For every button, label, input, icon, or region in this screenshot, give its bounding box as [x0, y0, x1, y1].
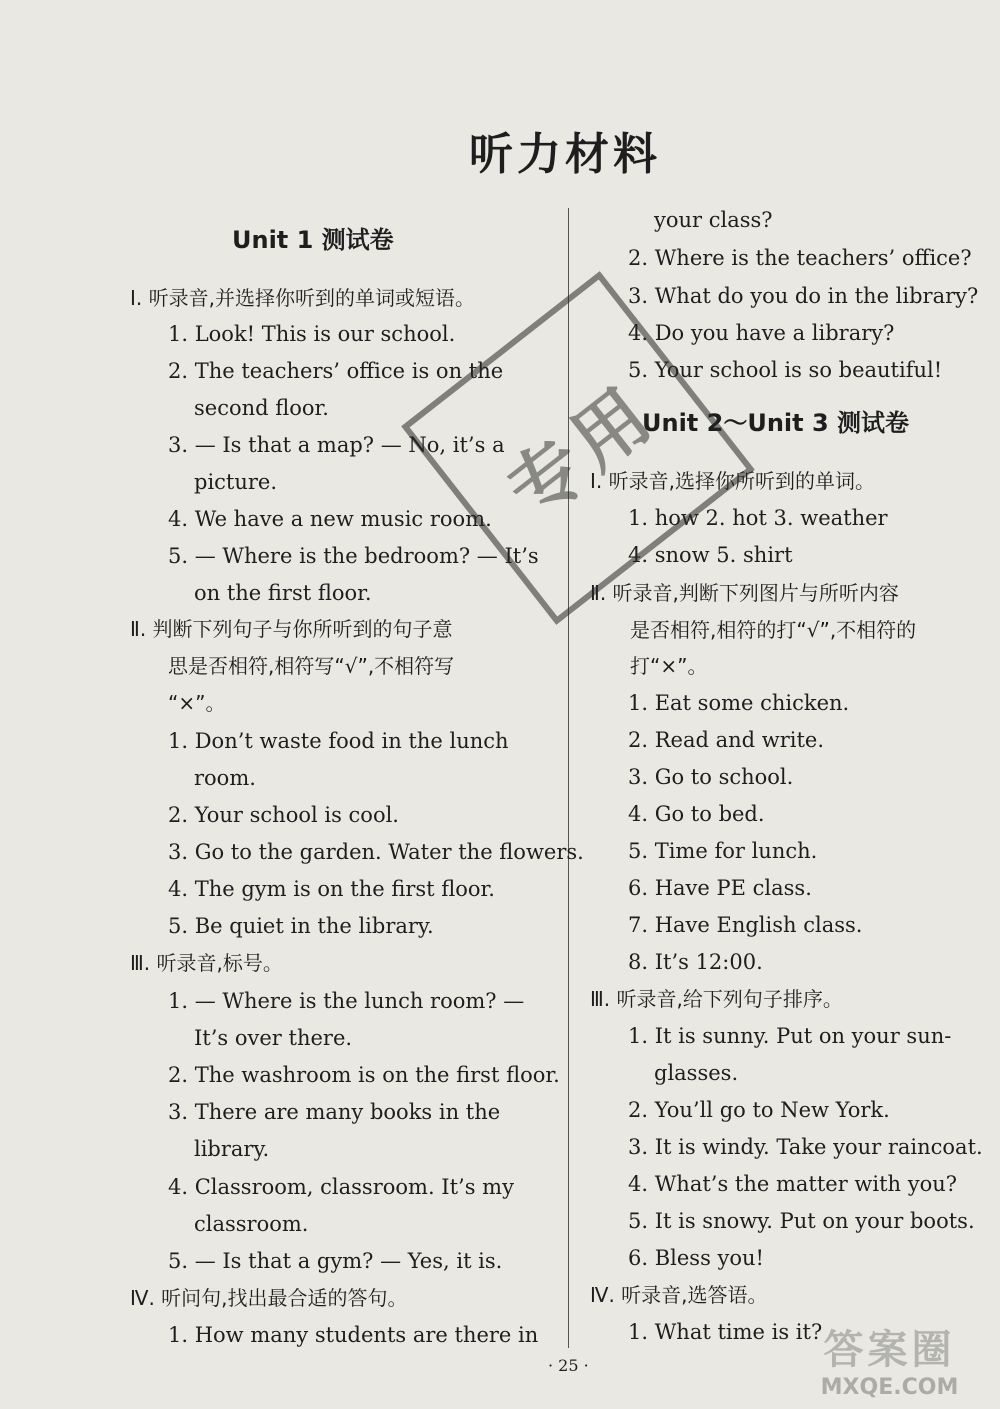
text-line: 3. It is windy. Take your raincoat.: [628, 1135, 983, 1159]
text-line: picture.: [194, 470, 278, 494]
text-line: 1. Eat some chicken.: [628, 691, 850, 715]
text-line: second floor.: [194, 396, 329, 420]
text-line: your class?: [654, 208, 773, 232]
text-line: 7. Have English class.: [628, 913, 863, 937]
text-line: 2. You’ll go to New York.: [628, 1098, 890, 1122]
text-line: 5. — Is that a gym? — Yes, it is.: [168, 1249, 503, 1273]
text-line: 5. Your school is so beautiful!: [628, 358, 943, 382]
text-line: 4. Do you have a library?: [628, 321, 895, 345]
section-instruction: Ⅱ. 听录音,判断下列图片与所听内容: [590, 581, 899, 605]
page-title: 听力材料: [469, 129, 661, 180]
section-instruction: 是否相符,相符的打“√”,不相符的: [630, 618, 917, 642]
stamp-text: 专用: [492, 369, 672, 536]
text-line: 4. We have a new music room.: [168, 507, 492, 531]
text-line: 2. Your school is cool.: [168, 803, 399, 827]
text-line: on the first floor.: [194, 581, 372, 605]
text-line: It’s over there.: [194, 1026, 353, 1050]
text-line: 1. Look! This is our school.: [168, 322, 456, 346]
text-line: 6. Have PE class.: [628, 876, 812, 900]
section-instruction: Ⅳ. 听录音,选答语。: [590, 1283, 768, 1307]
section-instruction: Ⅲ. 听录音,标号。: [130, 951, 283, 975]
text-line: room.: [194, 766, 256, 790]
text-line: 3. Go to the garden. Water the flowers.: [168, 840, 584, 864]
text-line: 6. Bless you!: [628, 1246, 764, 1270]
section-instruction: Ⅱ. 判断下列句子与你所听到的句子意: [130, 617, 453, 641]
text-line: 1. Don’t waste food in the lunch: [168, 729, 509, 753]
text-line: 2. Read and write.: [628, 728, 825, 752]
text-line: 4. snow 5. shirt: [628, 543, 793, 567]
text-line: 1. It is sunny. Put on your sun-: [628, 1024, 952, 1048]
section-instruction: “×”。: [168, 691, 226, 715]
section-instruction: Ⅳ. 听问句,找出最合适的答句。: [130, 1286, 408, 1310]
text-line: 4. Go to bed.: [628, 802, 765, 826]
text-line: 5. Time for lunch.: [628, 839, 818, 863]
text-line: 2. Where is the teachers’ office?: [628, 246, 972, 270]
text-line: 1. — Where is the lunch room? —: [168, 989, 525, 1013]
watermark-top: 答案圈: [823, 1327, 956, 1373]
section-instruction: Ⅰ. 听录音,并选择你听到的单词或短语。: [130, 286, 475, 310]
text-line: 4. Classroom, classroom. It’s my: [168, 1175, 514, 1199]
text-line: 2. The washroom is on the first floor.: [168, 1063, 560, 1087]
text-line: 2. The teachers’ office is on the: [168, 359, 504, 383]
text-line: 1. How many students are there in: [168, 1323, 539, 1347]
text-line: library.: [194, 1137, 270, 1161]
text-line: 3. What do you do in the library?: [628, 284, 979, 308]
text-line: 4. The gym is on the first floor.: [168, 877, 495, 901]
text-line: 3. Go to school.: [628, 765, 794, 789]
text-line: 8. It’s 12:00.: [628, 950, 763, 974]
watermark-bottom: MXQE.COM: [820, 1375, 959, 1400]
section-instruction: Ⅲ. 听录音,给下列句子排序。: [590, 987, 843, 1011]
text-line: 3. — Is that a map? — No, it’s a: [168, 433, 505, 457]
text-line: glasses.: [654, 1061, 739, 1085]
text-line: 5. Be quiet in the library.: [168, 914, 434, 938]
unit-heading: Unit 2～Unit 3 测试卷: [642, 409, 910, 437]
text-line: 1. What time is it?: [628, 1320, 823, 1344]
text-line: 1. how 2. hot 3. weather: [628, 506, 888, 530]
section-instruction: 思是否相符,相符写“√”,不相符写: [168, 654, 455, 678]
section-instruction: 打“×”。: [630, 654, 708, 678]
unit-heading: Unit 1 测试卷: [232, 226, 394, 254]
text-line: classroom.: [194, 1212, 309, 1236]
section-instruction: Ⅰ. 听录音,选择你所听到的单词。: [590, 469, 875, 493]
watermark-logo: [787, 1316, 992, 1402]
text-line: 5. It is snowy. Put on your boots.: [628, 1209, 975, 1233]
text-line: 3. There are many books in the: [168, 1100, 501, 1124]
text-line: 4. What’s the matter with you?: [628, 1172, 958, 1196]
text-line: 5. — Where is the bedroom? — It’s: [168, 544, 539, 568]
page-number: · 25 ·: [548, 1356, 589, 1375]
